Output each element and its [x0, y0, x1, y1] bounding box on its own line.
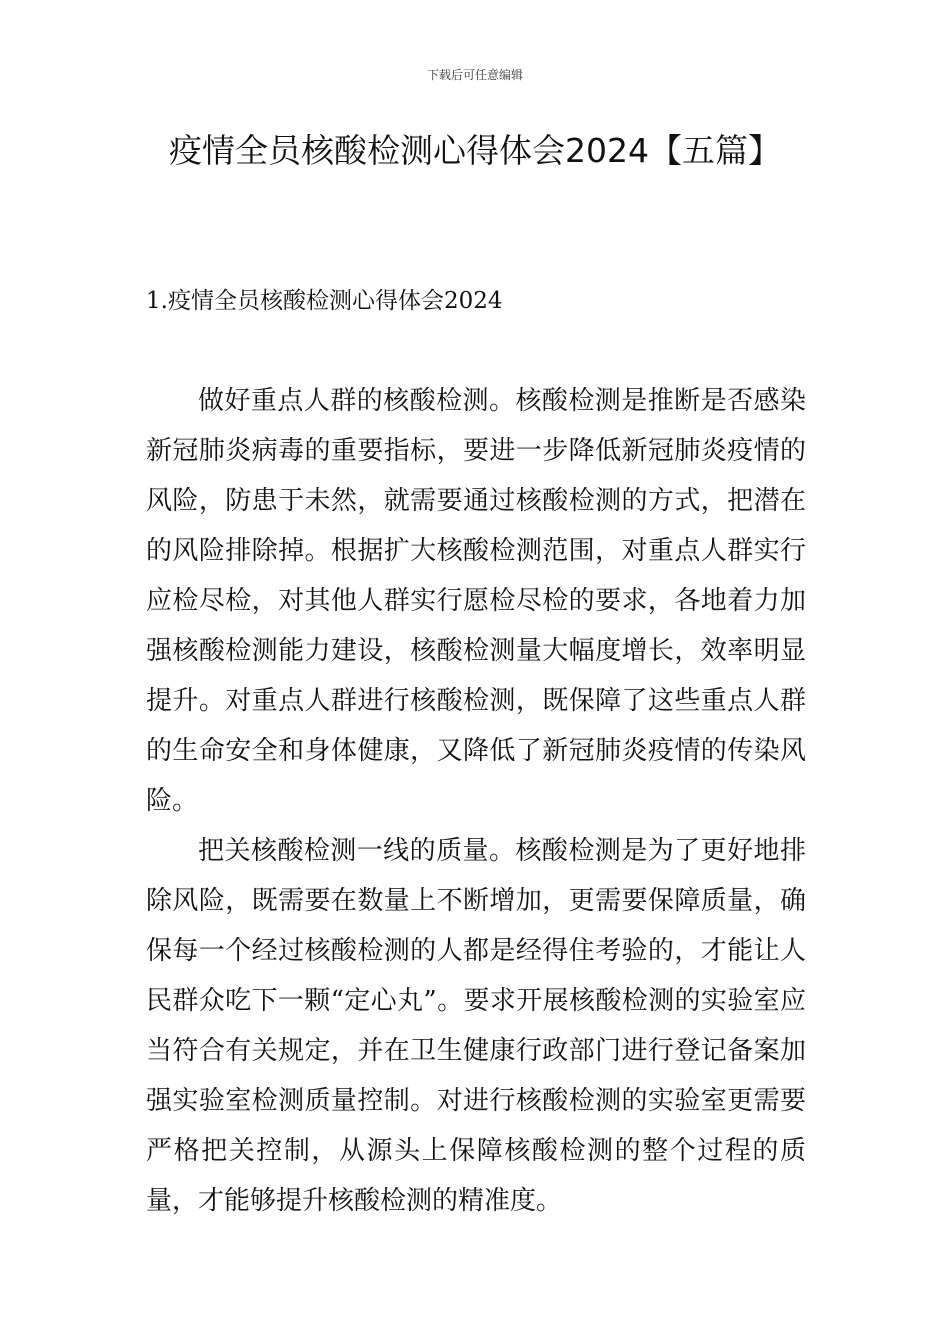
header-note: 下载后可任意编辑 — [426, 68, 523, 82]
body-text — [146, 376, 806, 1226]
paragraph: 把关核酸检测一线的质量。核酸检测是为了更好地排除风险，既需要在数量上不断增加，更需要保障质量，确保每一个经过核酸检测的人都是经得住考验的，才能让人民群众吃下一颗“定心丸”。要求开展核酸检测的实验室应当符合有关规定，并在卫生健康行政部门进行登记备案加强实验室检测质量控制。对进行核酸检测的实验室更需要严格把关控制，从源头上保障核酸检测的整个过程的质量，才能够提升核酸检测的精准度。 — [146, 836, 806, 1216]
paragraph: 做好重点人群的核酸检测。核酸检测是推断是否感染新冠肺炎病毒的重要指标，要进一步降低新冠肺炎疫情的风险，防患于未然，就需要通过核酸检测的方式，把潜在的风险排除掉。根据扩大核酸检测范围，对重点人群实行应检尽检，对其他人群实行愿检尽检的要求，各地着力加强核酸检测能力建设，核酸检测量大幅度增长，效率明显提升。对重点人群进行核酸检测，既保障了这些重点人群的生命安全和身体健康，又降低了新冠肺炎疫情的传染风险。 — [146, 386, 806, 816]
section-heading: 1.疫情全员核酸检测心得体会2024 — [146, 288, 503, 314]
document-title: 疫情全员核酸检测心得体会2024【五篇】 — [169, 131, 781, 170]
